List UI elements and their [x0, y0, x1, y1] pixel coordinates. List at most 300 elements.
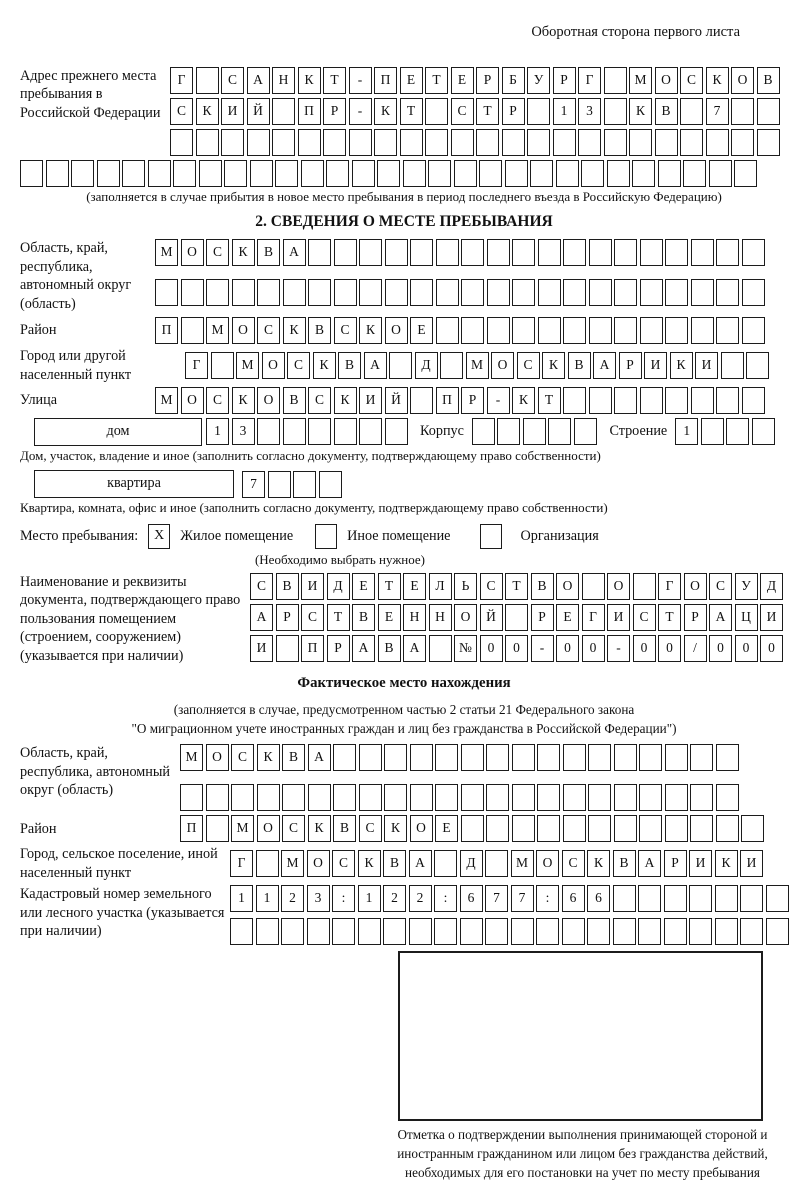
char-box[interactable]	[486, 744, 509, 771]
char-box[interactable]: А	[593, 352, 616, 379]
char-box[interactable]: 0	[582, 635, 605, 662]
char-box[interactable]	[326, 160, 349, 187]
char-box[interactable]: 6	[562, 885, 585, 912]
char-box[interactable]	[741, 815, 764, 842]
char-box[interactable]: О	[232, 317, 255, 344]
char-box[interactable]: -	[607, 635, 630, 662]
char-box[interactable]: К	[359, 317, 382, 344]
char-box[interactable]: М	[155, 387, 178, 414]
char-box[interactable]	[689, 885, 712, 912]
char-box[interactable]	[454, 160, 477, 187]
char-box[interactable]: С	[206, 387, 229, 414]
char-box[interactable]	[664, 885, 687, 912]
char-box[interactable]	[614, 279, 637, 306]
char-box[interactable]	[434, 850, 457, 877]
char-box[interactable]	[665, 387, 688, 414]
char-box[interactable]	[563, 317, 586, 344]
char-box[interactable]	[757, 129, 780, 156]
char-box[interactable]	[461, 815, 484, 842]
char-box[interactable]: В	[333, 815, 356, 842]
char-box[interactable]: Е	[435, 815, 458, 842]
char-box[interactable]: А	[352, 635, 375, 662]
char-box[interactable]	[440, 352, 463, 379]
char-box[interactable]	[658, 160, 681, 187]
char-box[interactable]: Т	[378, 573, 401, 600]
char-box[interactable]: Р	[476, 67, 499, 94]
char-box[interactable]	[410, 387, 433, 414]
char-box[interactable]	[250, 160, 273, 187]
char-box[interactable]	[690, 744, 713, 771]
char-box[interactable]: М	[155, 239, 178, 266]
char-box[interactable]	[385, 418, 408, 445]
char-box[interactable]	[709, 160, 732, 187]
char-box[interactable]	[691, 387, 714, 414]
char-box[interactable]	[497, 418, 520, 445]
char-box[interactable]: :	[536, 885, 559, 912]
char-box[interactable]	[410, 744, 433, 771]
char-box[interactable]: С	[221, 67, 244, 94]
char-box[interactable]	[272, 98, 295, 125]
char-box[interactable]: 0	[556, 635, 579, 662]
char-box[interactable]	[429, 635, 452, 662]
char-box[interactable]	[97, 160, 120, 187]
char-box[interactable]	[614, 815, 637, 842]
char-box[interactable]	[715, 918, 738, 945]
char-box[interactable]	[485, 918, 508, 945]
char-box[interactable]	[742, 239, 765, 266]
char-box[interactable]: В	[613, 850, 636, 877]
char-box[interactable]: К	[283, 317, 306, 344]
char-box[interactable]: М	[231, 815, 254, 842]
char-box[interactable]: О	[410, 815, 433, 842]
char-box[interactable]	[527, 129, 550, 156]
char-box[interactable]	[283, 279, 306, 306]
char-box[interactable]: Е	[352, 573, 375, 600]
char-box[interactable]	[247, 129, 270, 156]
char-box[interactable]	[523, 418, 546, 445]
char-box[interactable]: А	[283, 239, 306, 266]
char-box[interactable]	[358, 918, 381, 945]
char-box[interactable]: С	[206, 239, 229, 266]
char-box[interactable]: Е	[556, 604, 579, 631]
char-box[interactable]	[231, 784, 254, 811]
char-box[interactable]: Р	[327, 635, 350, 662]
char-box[interactable]	[46, 160, 69, 187]
char-box[interactable]: П	[301, 635, 324, 662]
char-box[interactable]	[301, 160, 324, 187]
char-box[interactable]: 7	[485, 885, 508, 912]
char-box[interactable]	[691, 239, 714, 266]
char-box[interactable]	[563, 744, 586, 771]
char-box[interactable]	[716, 815, 739, 842]
char-box[interactable]: О	[307, 850, 330, 877]
char-box[interactable]	[665, 239, 688, 266]
char-box[interactable]	[257, 784, 280, 811]
char-box[interactable]	[715, 885, 738, 912]
char-box[interactable]: С	[257, 317, 280, 344]
char-box[interactable]: -	[349, 67, 372, 94]
char-box[interactable]: Л	[429, 573, 452, 600]
char-box[interactable]	[461, 317, 484, 344]
char-box[interactable]: А	[409, 850, 432, 877]
char-box[interactable]: Т	[425, 67, 448, 94]
char-box[interactable]: Д	[460, 850, 483, 877]
char-box[interactable]: В	[282, 744, 305, 771]
char-box[interactable]: :	[434, 885, 457, 912]
char-box[interactable]	[639, 744, 662, 771]
char-box[interactable]: И	[607, 604, 630, 631]
char-box[interactable]: О	[556, 573, 579, 600]
char-box[interactable]: С	[308, 387, 331, 414]
char-box[interactable]	[706, 129, 729, 156]
char-box[interactable]	[553, 129, 576, 156]
char-box[interactable]: О	[607, 573, 630, 600]
char-box[interactable]	[472, 418, 495, 445]
char-box[interactable]	[451, 129, 474, 156]
char-box[interactable]	[690, 784, 713, 811]
char-box[interactable]	[308, 239, 331, 266]
char-box[interactable]: С	[170, 98, 193, 125]
char-box[interactable]: К	[358, 850, 381, 877]
char-box[interactable]	[536, 918, 559, 945]
char-box[interactable]	[173, 160, 196, 187]
char-box[interactable]	[319, 471, 342, 498]
char-box[interactable]	[487, 239, 510, 266]
char-box[interactable]	[537, 744, 560, 771]
char-box[interactable]	[530, 160, 553, 187]
char-box[interactable]	[256, 850, 279, 877]
char-box[interactable]	[538, 317, 561, 344]
char-box[interactable]: 0	[633, 635, 656, 662]
char-box[interactable]: Й	[480, 604, 503, 631]
char-box[interactable]	[691, 279, 714, 306]
char-box[interactable]: Й	[385, 387, 408, 414]
char-box[interactable]: В	[338, 352, 361, 379]
char-box[interactable]	[746, 352, 769, 379]
char-box[interactable]: О	[536, 850, 559, 877]
char-box[interactable]: О	[491, 352, 514, 379]
char-box[interactable]	[740, 885, 763, 912]
char-box[interactable]	[436, 317, 459, 344]
char-box[interactable]: К	[715, 850, 738, 877]
char-box[interactable]	[206, 784, 229, 811]
char-box[interactable]: К	[384, 815, 407, 842]
char-box[interactable]: К	[587, 850, 610, 877]
char-box[interactable]: А	[638, 850, 661, 877]
char-box[interactable]: А	[247, 67, 270, 94]
char-box[interactable]	[742, 387, 765, 414]
char-box[interactable]: Д	[327, 573, 350, 600]
char-box[interactable]	[155, 279, 178, 306]
char-box[interactable]	[359, 279, 382, 306]
char-box[interactable]: О	[731, 67, 754, 94]
char-box[interactable]	[282, 784, 305, 811]
house-box[interactable]: дом	[34, 418, 202, 446]
char-box[interactable]	[665, 815, 688, 842]
char-box[interactable]	[588, 784, 611, 811]
char-box[interactable]	[221, 129, 244, 156]
char-box[interactable]	[664, 918, 687, 945]
char-box[interactable]	[716, 279, 739, 306]
char-box[interactable]: В	[757, 67, 780, 94]
char-box[interactable]	[256, 918, 279, 945]
char-box[interactable]: Д	[415, 352, 438, 379]
char-box[interactable]: 0	[505, 635, 528, 662]
char-box[interactable]	[538, 279, 561, 306]
char-box[interactable]: Г	[658, 573, 681, 600]
char-box[interactable]	[757, 98, 780, 125]
char-box[interactable]	[333, 744, 356, 771]
char-box[interactable]: 2	[383, 885, 406, 912]
char-box[interactable]: К	[334, 387, 357, 414]
char-box[interactable]: 2	[409, 885, 432, 912]
char-box[interactable]	[614, 784, 637, 811]
char-box[interactable]: Г	[578, 67, 601, 94]
char-box[interactable]	[308, 418, 331, 445]
char-box[interactable]	[334, 279, 357, 306]
char-box[interactable]	[734, 160, 757, 187]
char-box[interactable]	[512, 317, 535, 344]
char-box[interactable]: 0	[480, 635, 503, 662]
char-box[interactable]	[425, 129, 448, 156]
char-box[interactable]	[766, 885, 789, 912]
char-box[interactable]	[206, 279, 229, 306]
char-box[interactable]: О	[454, 604, 477, 631]
char-box[interactable]: О	[181, 239, 204, 266]
char-box[interactable]: П	[374, 67, 397, 94]
char-box[interactable]	[582, 573, 605, 600]
char-box[interactable]: Е	[403, 573, 426, 600]
char-box[interactable]	[461, 784, 484, 811]
char-box[interactable]: Е	[400, 67, 423, 94]
char-box[interactable]	[206, 815, 229, 842]
char-box[interactable]: 0	[735, 635, 758, 662]
char-box[interactable]: А	[709, 604, 732, 631]
char-box[interactable]: 1	[230, 885, 253, 912]
char-box[interactable]	[512, 815, 535, 842]
char-box[interactable]	[629, 129, 652, 156]
char-box[interactable]: В	[257, 239, 280, 266]
char-box[interactable]	[435, 744, 458, 771]
char-box[interactable]	[527, 98, 550, 125]
apartment-box[interactable]: квартира	[34, 470, 234, 498]
char-box[interactable]	[403, 160, 426, 187]
char-box[interactable]	[563, 784, 586, 811]
char-box[interactable]	[731, 98, 754, 125]
char-box[interactable]	[752, 418, 775, 445]
char-box[interactable]	[272, 129, 295, 156]
char-box[interactable]	[334, 239, 357, 266]
char-box[interactable]	[505, 160, 528, 187]
char-box[interactable]	[196, 129, 219, 156]
char-box[interactable]: И	[250, 635, 273, 662]
char-box[interactable]	[588, 815, 611, 842]
char-box[interactable]: №	[454, 635, 477, 662]
char-box[interactable]: И	[644, 352, 667, 379]
char-box[interactable]: А	[403, 635, 426, 662]
char-box[interactable]	[588, 744, 611, 771]
char-box[interactable]: С	[633, 604, 656, 631]
char-box[interactable]: В	[276, 573, 299, 600]
char-box[interactable]: Р	[461, 387, 484, 414]
char-box[interactable]: 1	[256, 885, 279, 912]
char-box[interactable]: О	[257, 387, 280, 414]
char-box[interactable]	[479, 160, 502, 187]
char-box[interactable]	[512, 744, 535, 771]
char-box[interactable]: 3	[307, 885, 330, 912]
char-box[interactable]: В	[283, 387, 306, 414]
char-box[interactable]: 7	[511, 885, 534, 912]
char-box[interactable]	[425, 98, 448, 125]
char-box[interactable]: 1	[206, 418, 229, 445]
char-box[interactable]	[181, 317, 204, 344]
char-box[interactable]	[352, 160, 375, 187]
char-box[interactable]: Ц	[735, 604, 758, 631]
char-box[interactable]: -	[487, 387, 510, 414]
char-box[interactable]	[716, 744, 739, 771]
char-box[interactable]	[257, 279, 280, 306]
char-box[interactable]: М	[236, 352, 259, 379]
char-box[interactable]: 0	[658, 635, 681, 662]
char-box[interactable]	[122, 160, 145, 187]
char-box[interactable]: С	[517, 352, 540, 379]
char-box[interactable]	[563, 279, 586, 306]
char-box[interactable]	[461, 239, 484, 266]
char-box[interactable]	[562, 918, 585, 945]
char-box[interactable]: М	[180, 744, 203, 771]
char-box[interactable]	[742, 317, 765, 344]
char-box[interactable]	[332, 918, 355, 945]
char-box[interactable]: У	[527, 67, 550, 94]
char-box[interactable]	[460, 918, 483, 945]
char-box[interactable]	[614, 317, 637, 344]
char-box[interactable]: С	[359, 815, 382, 842]
char-box[interactable]: И	[760, 604, 783, 631]
char-box[interactable]: 0	[709, 635, 732, 662]
char-box[interactable]: Т	[658, 604, 681, 631]
char-box[interactable]	[716, 317, 739, 344]
char-box[interactable]: Р	[619, 352, 642, 379]
char-box[interactable]	[170, 129, 193, 156]
char-box[interactable]	[276, 635, 299, 662]
char-box[interactable]: В	[352, 604, 375, 631]
char-box[interactable]	[607, 160, 630, 187]
char-box[interactable]: 1	[553, 98, 576, 125]
char-box[interactable]: И	[301, 573, 324, 600]
char-box[interactable]	[224, 160, 247, 187]
char-box[interactable]: К	[706, 67, 729, 94]
char-box[interactable]	[716, 239, 739, 266]
char-box[interactable]	[181, 279, 204, 306]
char-box[interactable]	[632, 160, 655, 187]
char-box[interactable]	[680, 129, 703, 156]
char-box[interactable]: В	[568, 352, 591, 379]
char-box[interactable]: А	[308, 744, 331, 771]
char-box[interactable]: 1	[675, 418, 698, 445]
char-box[interactable]	[20, 160, 43, 187]
char-box[interactable]	[726, 418, 749, 445]
char-box[interactable]: -	[531, 635, 554, 662]
char-box[interactable]	[486, 784, 509, 811]
char-box[interactable]: М	[206, 317, 229, 344]
char-box[interactable]	[614, 744, 637, 771]
char-box[interactable]: С	[282, 815, 305, 842]
char-box[interactable]	[323, 129, 346, 156]
char-box[interactable]: К	[670, 352, 693, 379]
char-box[interactable]	[578, 129, 601, 156]
char-box[interactable]	[199, 160, 222, 187]
char-box[interactable]	[410, 784, 433, 811]
char-box[interactable]	[701, 418, 724, 445]
char-box[interactable]: 7	[706, 98, 729, 125]
char-box[interactable]: К	[257, 744, 280, 771]
char-box[interactable]: Е	[410, 317, 433, 344]
char-box[interactable]: С	[680, 67, 703, 94]
char-box[interactable]	[665, 279, 688, 306]
char-box[interactable]	[196, 67, 219, 94]
char-box[interactable]: Р	[502, 98, 525, 125]
char-box[interactable]: Р	[684, 604, 707, 631]
char-box[interactable]	[268, 471, 291, 498]
char-box[interactable]: Г	[582, 604, 605, 631]
char-box[interactable]	[538, 239, 561, 266]
char-box[interactable]: Р	[664, 850, 687, 877]
char-box[interactable]	[384, 784, 407, 811]
char-box[interactable]	[563, 387, 586, 414]
char-box[interactable]: С	[709, 573, 732, 600]
char-box[interactable]: Т	[476, 98, 499, 125]
char-box[interactable]	[461, 744, 484, 771]
checkbox-organization[interactable]	[480, 524, 502, 549]
char-box[interactable]: Ь	[454, 573, 477, 600]
char-box[interactable]: К	[629, 98, 652, 125]
char-box[interactable]: Н	[403, 604, 426, 631]
char-box[interactable]	[633, 573, 656, 600]
char-box[interactable]	[604, 129, 627, 156]
char-box[interactable]	[589, 279, 612, 306]
char-box[interactable]: /	[684, 635, 707, 662]
char-box[interactable]	[537, 815, 560, 842]
char-box[interactable]	[428, 160, 451, 187]
char-box[interactable]	[308, 784, 331, 811]
char-box[interactable]	[665, 784, 688, 811]
char-box[interactable]: О	[385, 317, 408, 344]
char-box[interactable]: С	[562, 850, 585, 877]
char-box[interactable]: О	[655, 67, 678, 94]
char-box[interactable]: О	[206, 744, 229, 771]
char-box[interactable]	[148, 160, 171, 187]
char-box[interactable]: П	[436, 387, 459, 414]
char-box[interactable]	[613, 918, 636, 945]
char-box[interactable]	[334, 418, 357, 445]
char-box[interactable]	[638, 918, 661, 945]
char-box[interactable]	[485, 850, 508, 877]
char-box[interactable]: К	[313, 352, 336, 379]
char-box[interactable]: О	[257, 815, 280, 842]
char-box[interactable]: К	[298, 67, 321, 94]
char-box[interactable]	[587, 918, 610, 945]
char-box[interactable]: С	[301, 604, 324, 631]
char-box[interactable]: П	[180, 815, 203, 842]
char-box[interactable]: В	[655, 98, 678, 125]
char-box[interactable]: Р	[531, 604, 554, 631]
char-box[interactable]	[639, 815, 662, 842]
char-box[interactable]: И	[221, 98, 244, 125]
char-box[interactable]: Т	[327, 604, 350, 631]
char-box[interactable]: :	[332, 885, 355, 912]
char-box[interactable]: С	[287, 352, 310, 379]
char-box[interactable]	[293, 471, 316, 498]
